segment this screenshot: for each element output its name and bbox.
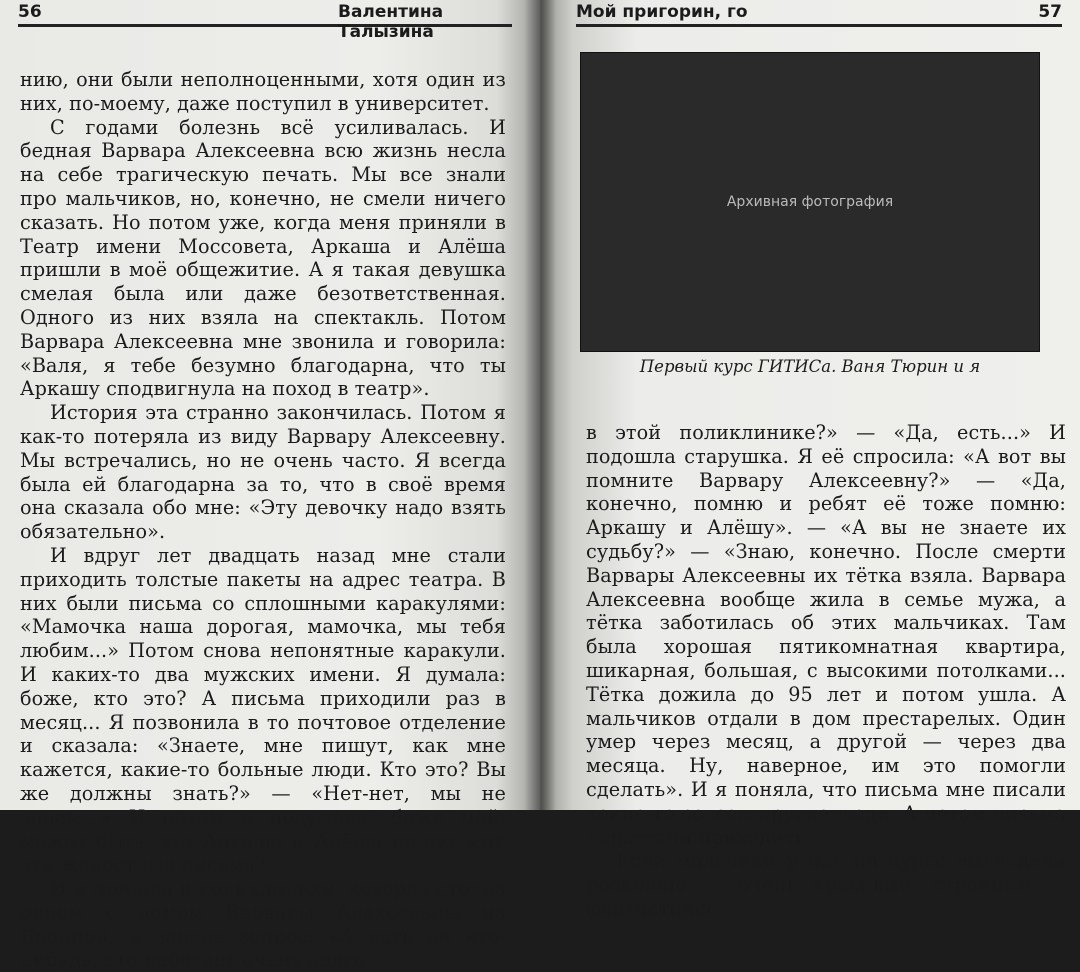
photo-placeholder bbox=[580, 52, 1040, 352]
paragraph: История эта странно закончилась. Потом я как-то потеряла из виду Варвару Алексеевну. Мы встречались, но не очень часто. Я всегда была ей благодарна за то, что в своё время она сказала обо мне: «Эту девочку надо взять обязательно». bbox=[20, 401, 506, 544]
right-page-header bbox=[576, 0, 1062, 27]
left-page-header bbox=[18, 0, 512, 42]
right-page bbox=[540, 0, 1080, 920]
paragraph: И я пришла в поликлинику, которая стояла рядом с домом Варвары Алексеевны на Бронной, и задала вопрос: «А есть ли кто-нибудь, кто работает очень долго bbox=[20, 877, 506, 972]
paragraph: И вдруг лет двадцать назад мне стали приходить толстые пакеты на адрес театра. В них были письма со сплошными каракулями: «Мамочка наша дорогая, мамочка, мы тебя любим...» Потом снова непонятные каракули. И каких-то два мужских имени. Я думала: боже, кто это? А письма приходили раз в месяц... Я позвонила в то почтовое отделение и сказала: «Знаете, мне пишут, как мне кажется, какие-то больные люди. Кто это? Вы же должны знать?» — «Нет-нет, мы не знаем...» И потом я подумала: боже мой, может быть, это Аркаша и Алёша пишут мне эти жалостные письма? bbox=[20, 543, 506, 877]
left-page-text bbox=[20, 68, 506, 972]
right-page-text bbox=[586, 421, 1066, 921]
running-head: Мой пригорин, го bbox=[576, 2, 748, 22]
paragraph: Если мальчики у нас на курсе выглядели роскошно — очень красивые, стройные — фантастичес- bbox=[586, 849, 1066, 920]
photo-caption: Первый курс ГИТИСа. Ваня Тюрин и я bbox=[639, 357, 981, 376]
running-head: Валентина Талызина bbox=[338, 2, 444, 42]
page-number: 57 bbox=[1038, 2, 1062, 22]
page-number: 56 bbox=[18, 2, 42, 22]
paragraph: С годами болезнь всё усиливалась. И бедная Варвара Алексеевна всю жизнь несла на себе трагическую печать. Мы все знали про мальчиков, но, конечно, не смели ничего сказать. Но потом уже, когда меня приняли в Театр имени Моссовета, Аркаша и Алёша пришли в моё общежитие. А я такая девушка смелая была или даже безответственная. Одного из них взяла на спектакль. Потом Варвара Алексеевна мне звонила и говорила: «Валя, я тебе безумно благодарна, что ты Аркашу сподвигнула на поход в театр». bbox=[20, 115, 506, 401]
paragraph: в этой поликлинике?» — «Да, есть...» И подошла старушка. Я её спросила: «А вот вы помните Варвару Алексеевну?» — «Да, конечно, помню и ребят её тоже помню: Аркашу и Алёшу». — «А вы не знаете их судьбу?» — «Знаю, конечно. После смерти Варвары Алексеевны их тётка взяла. Варвара Алексеевна вообще жила в семье мужа, а тётка заботилась об этих мальчиках. Там была хорошая пятикомнатная квартира, шикарная, большая, с высокими потолками... Тётка дожила до 95 лет и потом ушла. А мальчиков отдали в дом престарелых. Один умер через месяц, а другой — через два месяца. Ну, наверное, им это помогли сделать». И я поняла, что письма мне писали какие-то совсем другие люди. А потом письма перестали приходить. bbox=[586, 421, 1066, 849]
photo-alt-text: Архивная фотография bbox=[726, 194, 894, 210]
paragraph: нию, они были неполноценными, хотя один из них, по-моему, даже поступил в университет. bbox=[20, 68, 506, 115]
